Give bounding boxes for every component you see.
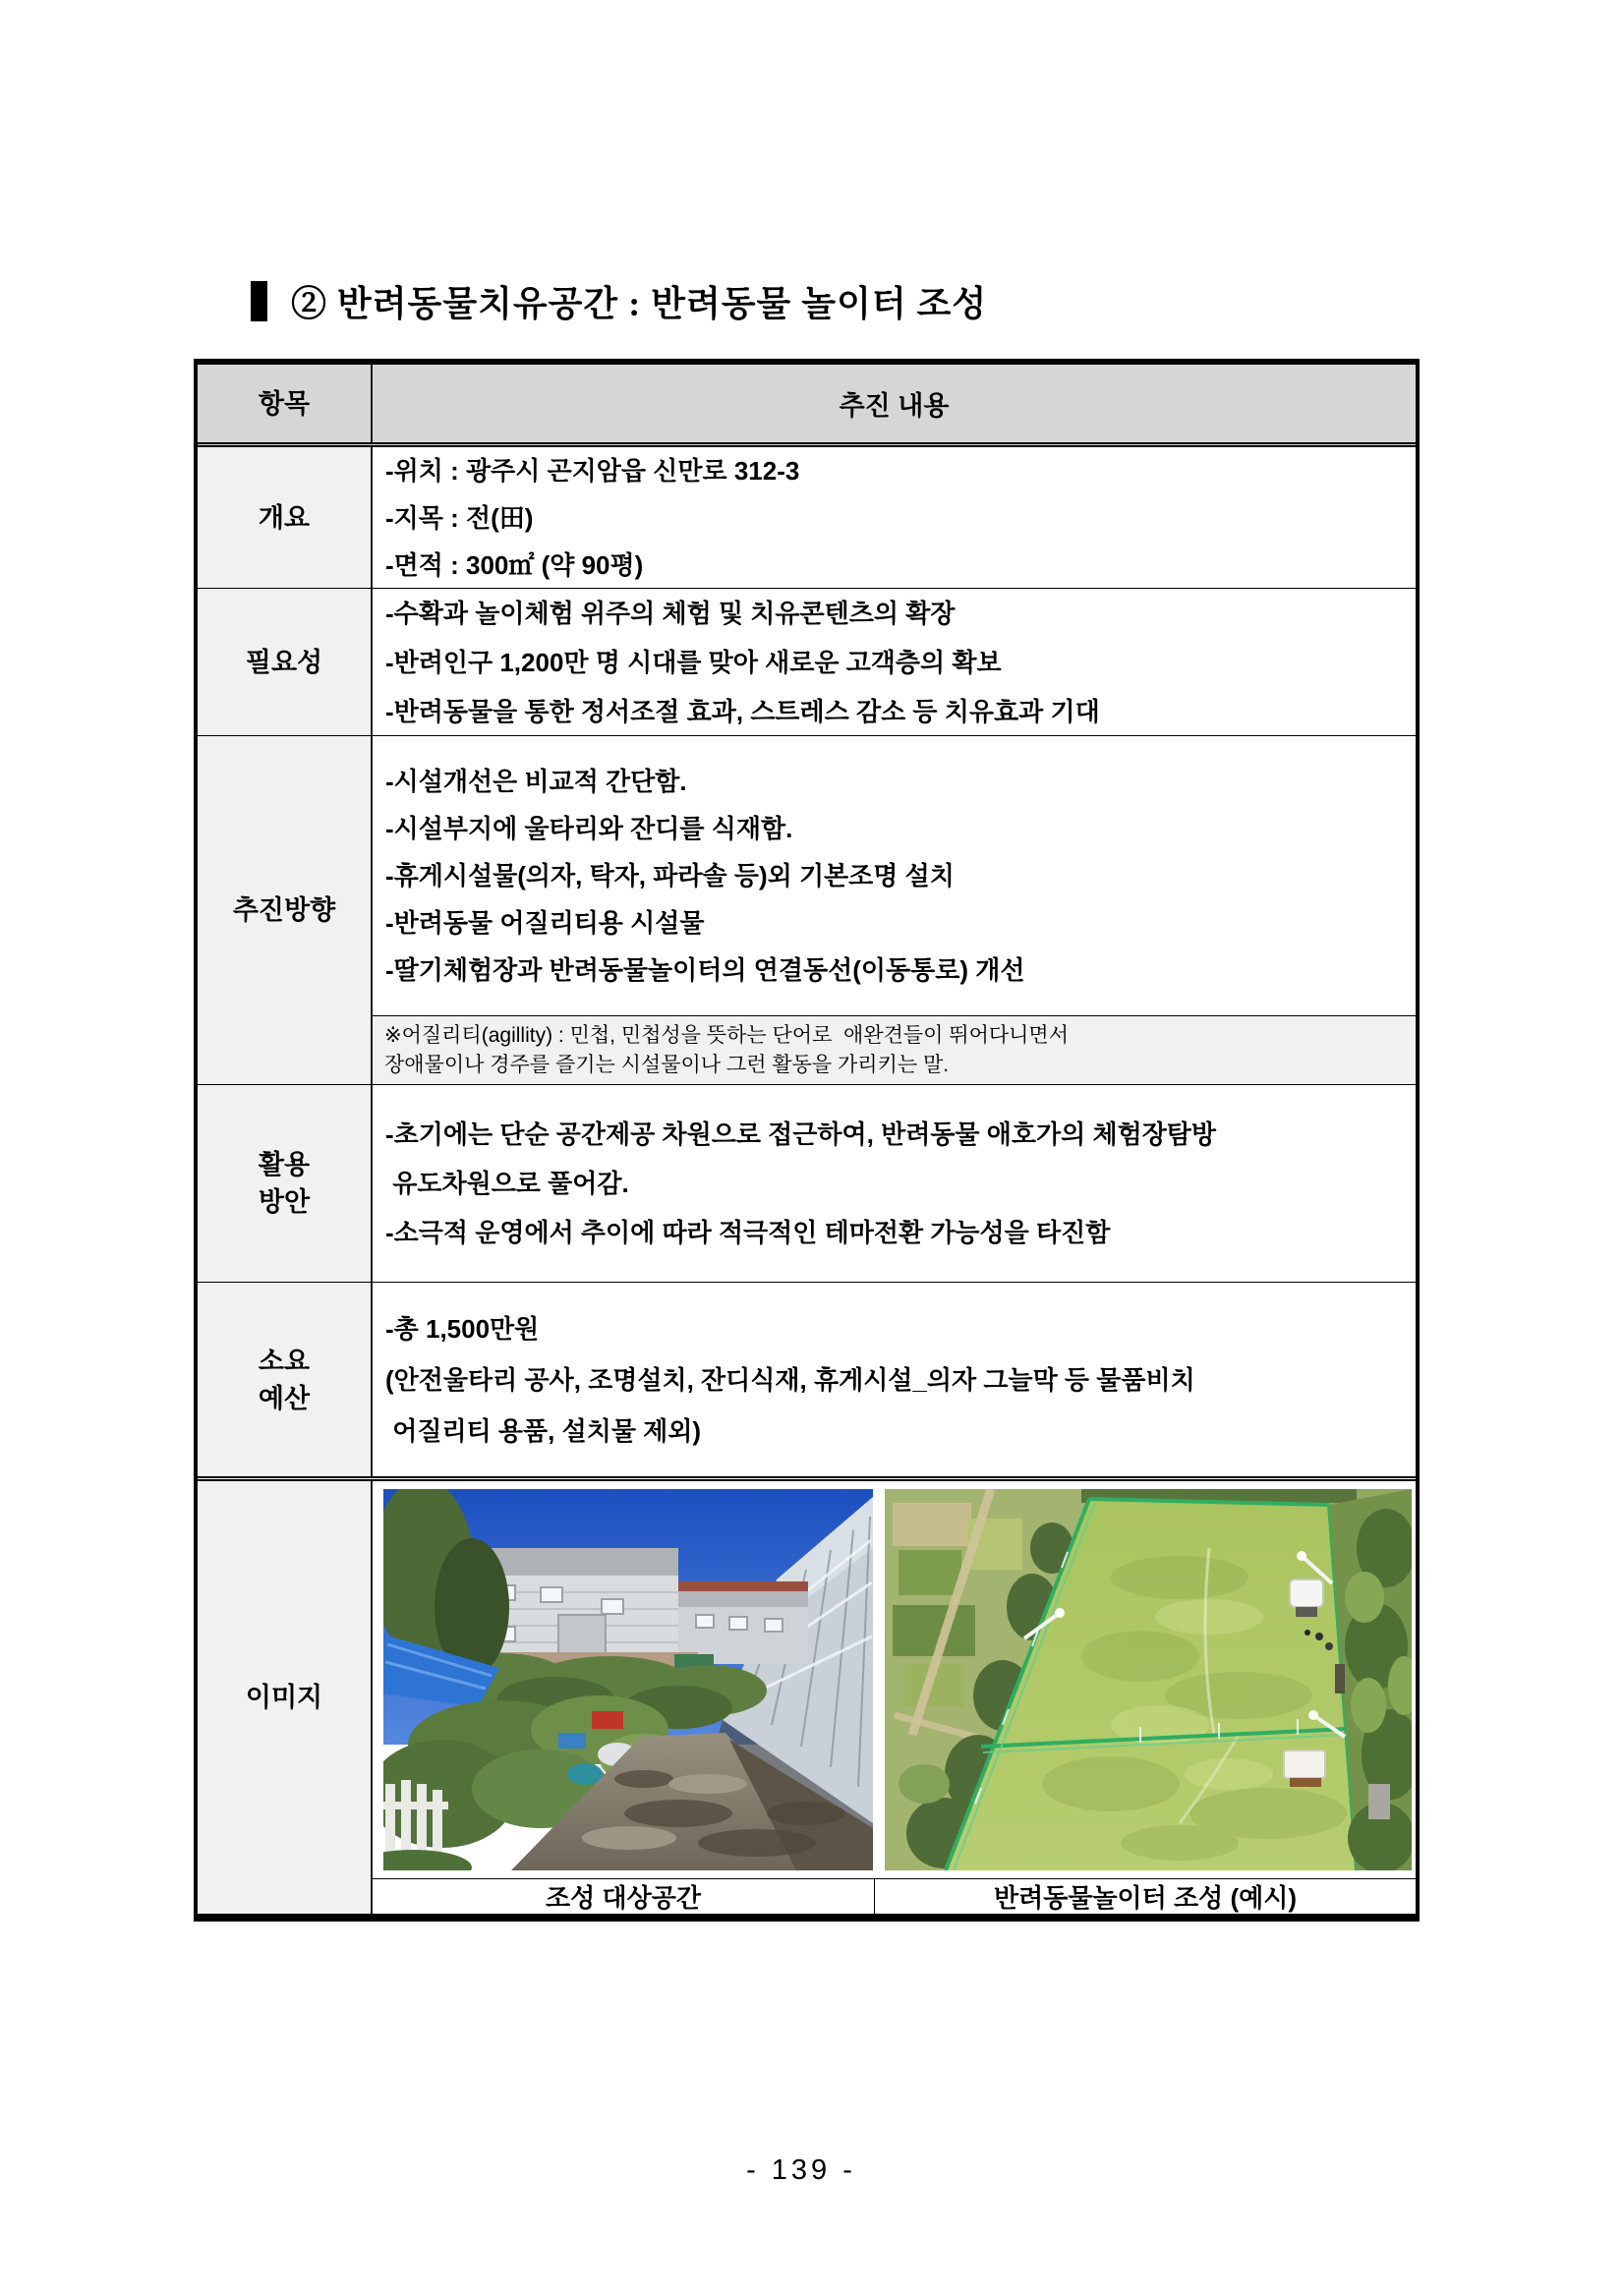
page-number: - 139 - [746,2154,856,2186]
photo-area [373,1481,1416,1878]
table-row-necessity [198,589,1416,736]
budget-label-line: 소요 [258,1346,311,1376]
utilization-line: -초기에는 단순 공간제공 차원으로 접근하여, 반려동물 애호가의 체험장탐방 [385,1119,1217,1149]
direction-line: -딸기체험장과 반려동물놀이터의 연결동선(이동통로) 개선 [385,955,1025,986]
overview-label: 개요 [198,447,373,588]
direction-line: -시설개선은 비교적 간단함. [385,767,687,797]
necessity-line: -반려동물을 통한 정서조절 효과, 스트레스 감소 등 치유효과 기대 [385,696,1100,726]
footnote-line: ※어질리티(agillity) : 민첩, 민첩성을 뜻하는 단어로 애완견들이 뛰어다니면서 [384,1023,1070,1047]
project-table [194,359,1420,1922]
direction-line: -시설부지에 울타리와 잔디를 식재함. [385,814,793,844]
header-content-cell: 추진 내용 [373,365,1416,442]
budget-line: -총 1,500만원 [385,1313,540,1344]
overview-line: -위치 : 광주시 곤지암읍 신만로 312-3 [385,455,800,486]
utilization-label-line: 방안 [258,1187,311,1217]
necessity-line: -반려인구 1,200만 명 시대를 맞아 새로운 고객층의 확보 [385,647,1002,677]
agility-footnote [373,1015,1416,1084]
table-row-direction [198,736,1416,1085]
section-title-text: ② 반려동물치유공간 : 반려동물 놀이터 조성 [291,284,988,323]
vacant-lot-site-photo [383,1489,873,1870]
overview-line: -지목 : 전(田) [385,502,534,533]
utilization-label-line: 활용 [258,1150,311,1179]
table-header-row [198,365,1416,447]
table-row-overview [198,447,1416,589]
direction-text-block [373,736,1416,1015]
utilization-line: 유도차원으로 풀어감. [385,1169,629,1198]
direction-label: 추진방향 [198,736,373,1084]
images-label: 이미지 [198,1481,373,1914]
budget-line: (안전울타리 공사, 조명설치, 잔디식재, 휴게시설_의자 그늘막 등 물품비치 [385,1364,1195,1395]
budget-content [373,1283,1416,1476]
section-title [251,276,987,326]
direction-line: -휴게시설물(의자, 탁자, 파라솔 등)외 기본조명 설치 [385,861,955,891]
budget-line: 어질리티 용품, 설치물 제외) [385,1415,702,1446]
photo-caption-right: 반려동물놀이터 조성 (예시) [993,1883,1298,1913]
overview-content [373,447,1416,588]
title-bullet-bar [251,281,267,321]
necessity-label: 필요성 [198,589,373,735]
photo-caption-bar [373,1878,1416,1914]
photo-caption-left: 조성 대상공간 [373,1879,875,1914]
necessity-line: -수확과 놀이체험 위주의 체험 및 치유콘텐츠의 확장 [385,598,956,628]
table-row-images [198,1481,1416,1914]
header-item-cell: 항목 [198,365,373,442]
direction-line: -반려동물 어질리티용 시설물 [385,908,705,939]
pet-playground-aerial-photo [885,1489,1412,1870]
overview-line: -면적 : 300㎡ (약 90평) [385,549,644,580]
images-content [373,1481,1416,1914]
utilization-label [198,1085,373,1282]
table-row-budget [198,1283,1416,1481]
utilization-line: -소극적 운영에서 추이에 따라 적극적인 테마전환 가능성을 타진함 [385,1218,1111,1247]
budget-label [198,1283,373,1476]
necessity-content [373,589,1416,735]
footnote-line: 장애물이나 경주를 즐기는 시설물이나 그런 활동을 가리키는 말. [384,1053,950,1076]
direction-content [373,736,1416,1084]
utilization-content [373,1085,1416,1282]
budget-label-line: 예산 [258,1383,311,1413]
table-row-utilization [198,1085,1416,1283]
